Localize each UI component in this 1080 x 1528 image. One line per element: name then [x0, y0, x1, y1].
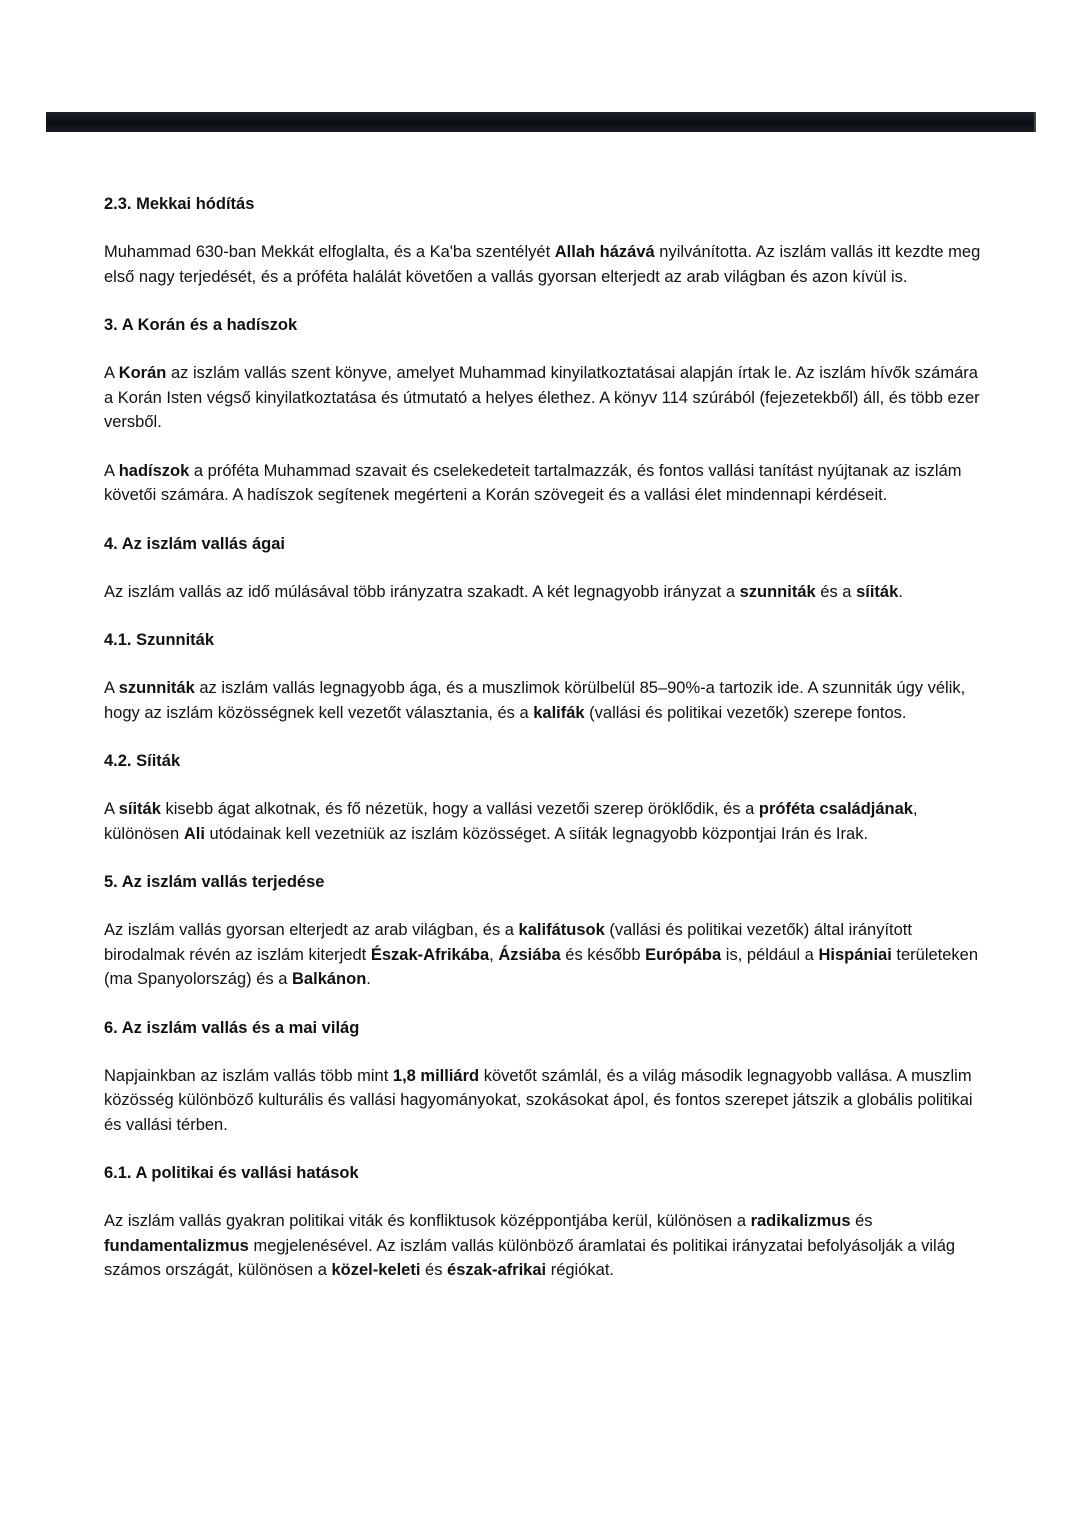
text-run: utódainak kell vezetniük az iszlám közösséget. A síiták legnagyobb központjai Irán és Irak. [204, 824, 869, 843]
text-run: Az iszlám vallás gyakran politikai viták és konfliktusok középpontjába kerül, különösen a [104, 1212, 751, 1230]
section-heading: 4.2. Síiták [104, 752, 181, 770]
text-run: megjelenésével. Az iszlám vallás különböző áramlatai és politikai irányzatai befolyásolják a világ számos országát, különösen a [104, 1236, 956, 1279]
paragraph [104, 918, 984, 992]
text-run: A [104, 800, 119, 818]
bold-term: 1,8 milliárd [392, 1066, 480, 1085]
section-heading: 6. Az iszlám vallás és a mai világ [104, 1018, 360, 1037]
paragraph [104, 240, 984, 289]
section-heading: 4. Az iszlám vallás ágai [104, 534, 285, 553]
text-run: és [420, 1261, 448, 1279]
bold-term: Ali [183, 824, 205, 843]
text-run: A [104, 364, 119, 382]
section-heading: 3. A Korán és a hadíszok [104, 316, 298, 334]
section-heading: 5. Az iszlám vallás terjedése [104, 873, 325, 891]
bold-term: próféta családjának [758, 800, 913, 818]
text-run: kisebb ágat alkotnak, és fő nézetük, hogy a vallási vezetői szerep öröklődik, és a [160, 800, 759, 818]
document-body [104, 192, 984, 1307]
text-run: Az iszlám vallás az idő múlásával több irányzatra szakadt. A két legnagyobb irányzat a [104, 582, 740, 601]
bold-term: Európába [645, 945, 722, 964]
bold-term: radikalizmus [750, 1212, 851, 1230]
text-run: , különösen [104, 800, 918, 843]
bold-term: közel-keleti [331, 1261, 421, 1279]
text-run: nyilvánította. Az iszlám vallás itt kezdte meg első nagy terjedését, és a próféta halálát követően a vallás gyorsan elterjedt az arab világban és azon kívül is. [104, 243, 981, 286]
bold-term: szunniták [739, 582, 816, 601]
text-run: a próféta Muhammad szavait és cselekedeteit tartalmazzák, és fontos vallási tanítást nyújtanak az iszlám követői számára. A hadíszok segítenek megérteni a Korán szövegeit és a vallási élet mindennapi kérdéseit. [104, 461, 962, 504]
text-run: követőt számlál, és a világ második legnagyobb vallása. A muszlim közösség különböző kulturális és vallási hagyományokat, szokásokat ápol, és fontos szerepet játszik a globális politikai és vallási térben. [104, 1066, 973, 1134]
text-run: és a [815, 582, 857, 601]
text-run: az iszlám vallás szent könyve, amelyet Muhammad kinyilatkoztatásai alapján írtak le. Az iszlám hívők számára a Korán Isten végső kinyilatkoztatása és útmutató a helyes élethez. A könyv 114 szúrából (fejezetekből) áll, és több ezer versből. [104, 364, 980, 431]
bold-term: szunniták [118, 679, 195, 697]
text-run: . [366, 970, 371, 988]
text-run: területeken (ma Spanyolország) és a [104, 945, 979, 988]
paragraph [104, 361, 984, 435]
bold-term: kalifák [533, 703, 585, 722]
text-run: . [898, 582, 903, 601]
paragraph [104, 459, 984, 508]
bold-term: síiták [118, 800, 161, 818]
bold-term: Allah házává [554, 243, 655, 261]
section-heading: 6.1. A politikai és vallási hatások [104, 1164, 359, 1182]
bold-term: Hispániai [818, 945, 892, 964]
bold-term: síiták [856, 582, 899, 601]
text-run: és később [560, 945, 646, 964]
text-run: az iszlám vallás legnagyobb ága, és a muszlimok körülbelül 85–90%-a tartozik ide. A szunniták úgy vélik, hogy az iszlám közösségnek kell vezetőt választania, és a [104, 679, 966, 722]
paragraph [104, 797, 984, 846]
bold-term: Korán [118, 364, 167, 382]
text-run: Az iszlám vallás gyorsan elterjedt az arab világban, és a [104, 921, 519, 939]
text-run: A [104, 461, 119, 480]
text-run: (vallási és politikai vezetők) szerepe fontos. [584, 703, 907, 722]
text-run: A [104, 679, 119, 697]
bold-term: Ázsiába [498, 945, 561, 964]
text-run: és [850, 1212, 873, 1230]
paragraph [104, 1209, 984, 1283]
text-run: (vallási és politikai vezetők) által irányított birodalmak révén az iszlám kiterjedt [104, 921, 912, 964]
text-run: régiókat. [546, 1261, 614, 1279]
bold-term: hadíszok [118, 461, 190, 480]
section-heading: 4.1. Szunniták [104, 631, 215, 649]
bold-term: Észak-Afrikába [370, 945, 490, 964]
paragraph [104, 1064, 984, 1138]
paragraph [104, 580, 984, 605]
bold-term: észak-afrikai [447, 1261, 547, 1279]
text-run: Muhammad 630-ban Mekkát elfoglalta, és a Ka'ba szentélyét [104, 243, 555, 261]
text-run: , [489, 945, 499, 964]
text-run: Napjainkban az iszlám vallás több mint [104, 1066, 393, 1085]
bold-term: Balkánon [292, 970, 367, 988]
header-bar [46, 112, 1036, 132]
paragraph [104, 676, 984, 725]
section-heading: 2.3. Mekkai hódítás [104, 195, 255, 213]
bold-term: kalifátusok [518, 921, 605, 939]
text-run: is, például a [721, 945, 819, 964]
bold-term: fundamentalizmus [104, 1236, 249, 1255]
